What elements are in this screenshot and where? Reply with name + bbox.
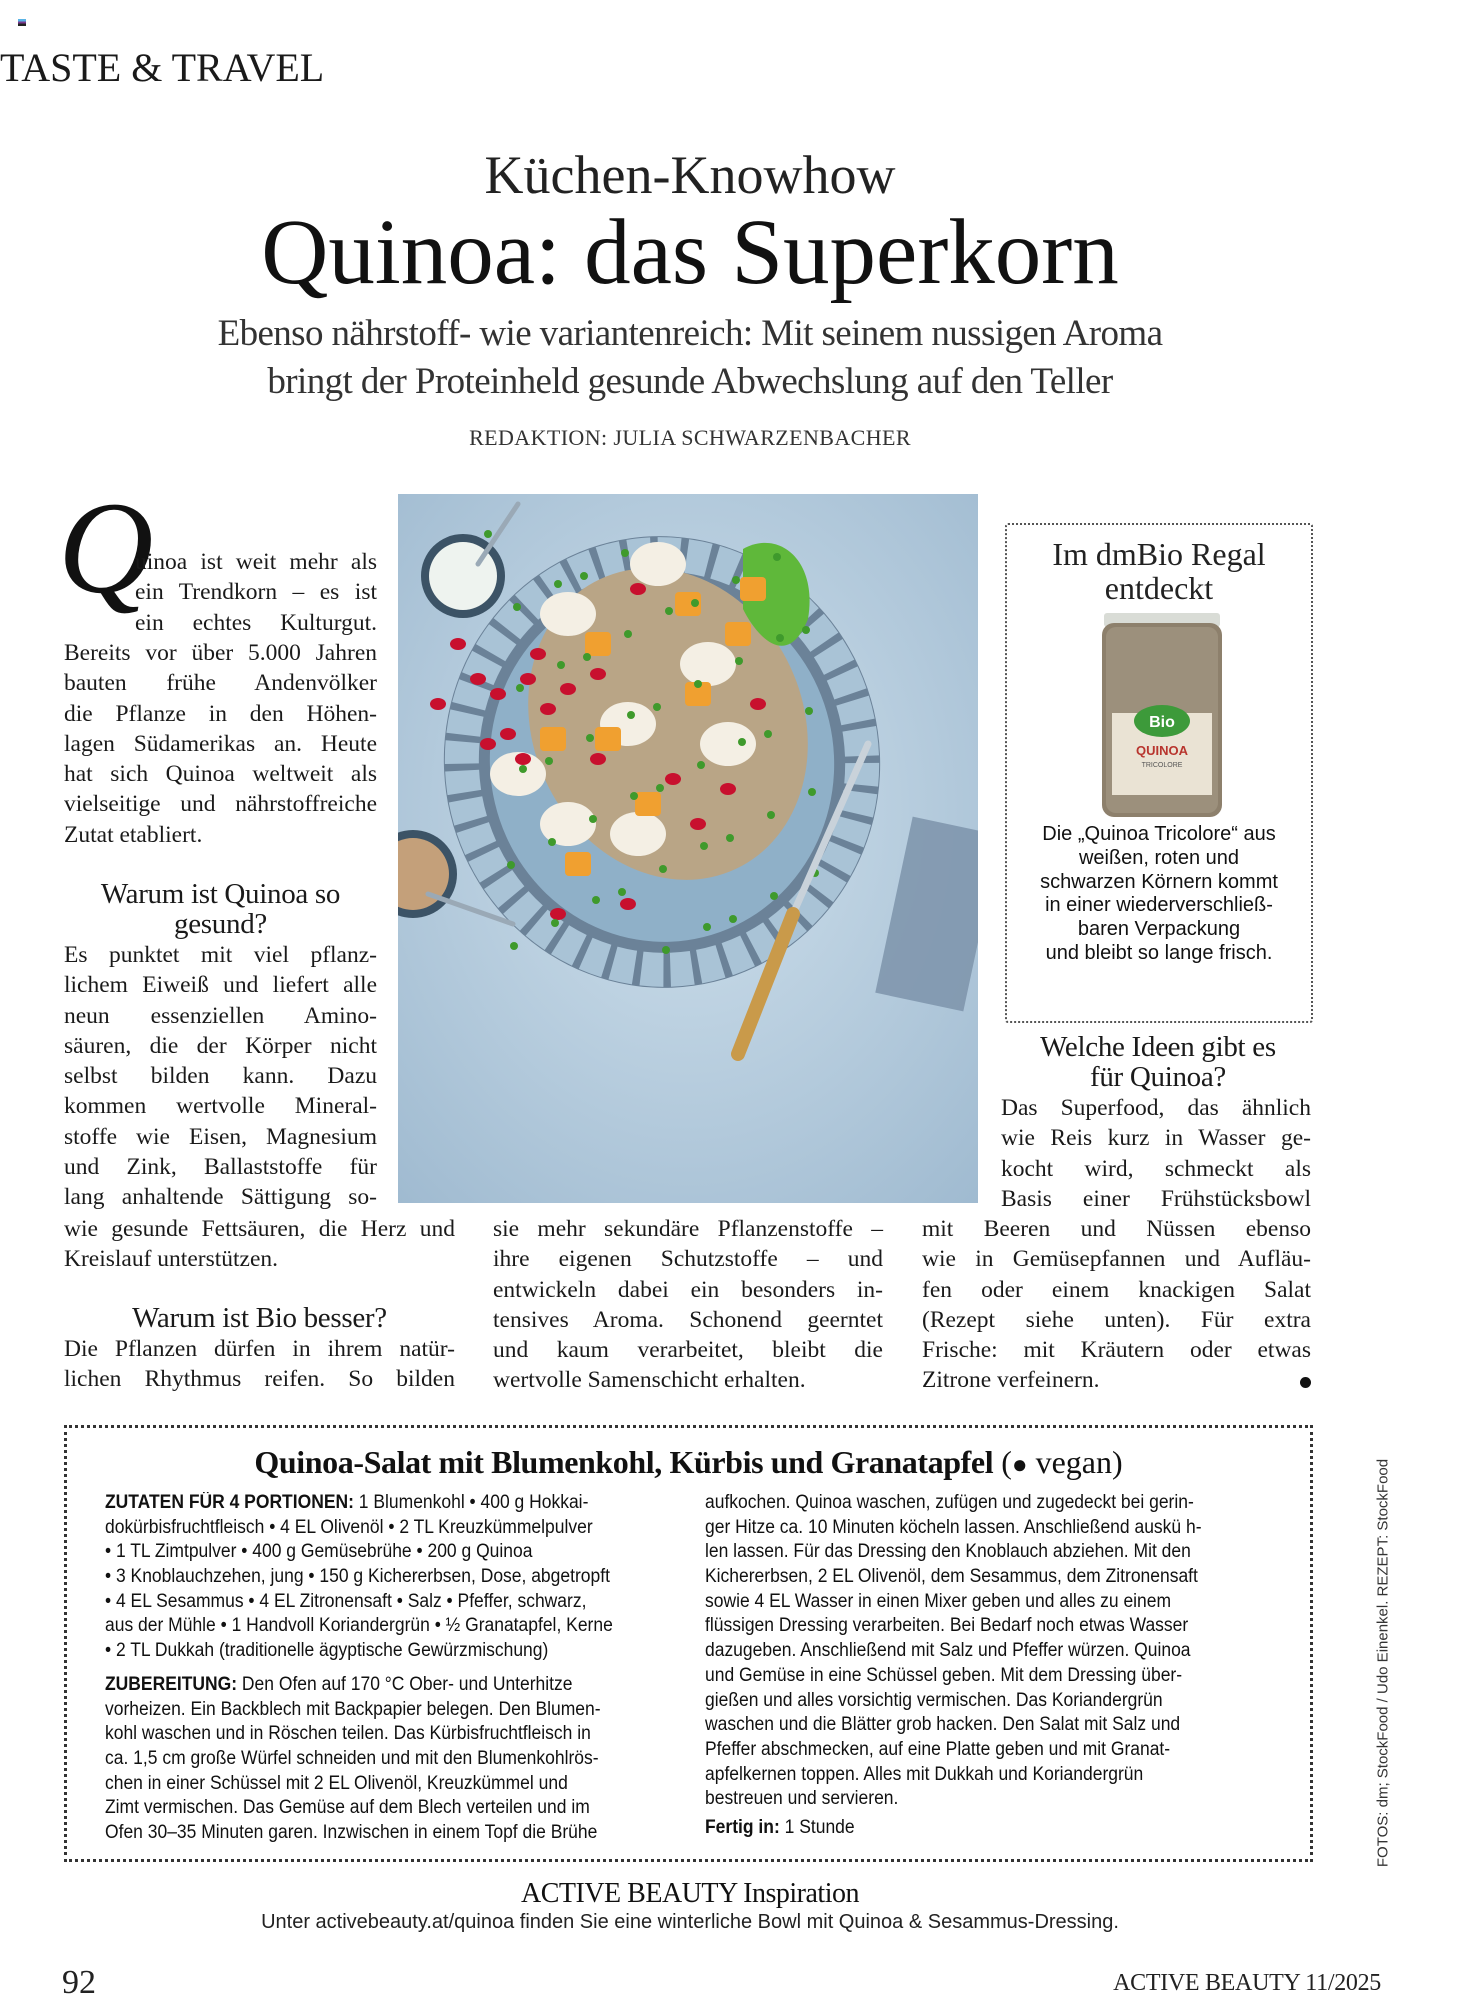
herb-leaf	[729, 915, 737, 923]
quinoa-package-image	[1100, 613, 1224, 819]
ingredients-line: dokürbisfruchtfleisch • 4 EL Olivenöl • 2 TL Kreuzkümmelpulver	[105, 1516, 593, 1538]
text-line: ein Trendkorn – es ist	[135, 579, 377, 606]
cauliflower	[630, 542, 686, 586]
preparation-line: Zimt vermischen. Das Gemüse auf dem Blech verteilen und im	[105, 1797, 590, 1819]
herb-leaf	[805, 707, 813, 715]
ready-time	[705, 1816, 1202, 1841]
text-line: mit Beeren und Nüssen ebenso	[922, 1216, 1311, 1242]
herb-leaf	[700, 842, 708, 850]
herb-leaf	[592, 896, 600, 904]
herb-leaf	[662, 946, 670, 954]
intro-indented	[135, 547, 377, 638]
ingredients	[105, 1491, 657, 1664]
heading-line: Welche Ideen gibt es	[1040, 1031, 1276, 1063]
herb-leaf	[554, 580, 562, 588]
pomegranate-seed	[450, 638, 466, 650]
herb-leaf	[589, 815, 597, 823]
text-line: ihre eigenen Schutzstoffe – und	[493, 1246, 883, 1273]
pumpkin-cube	[725, 622, 751, 646]
pomegranate-seed	[690, 818, 706, 830]
text-line: entwickeln dabei ein besonders in-	[493, 1276, 883, 1303]
recipe-title-text: Quinoa-Salat mit Blumenkohl, Kürbis und Granatapfel	[254, 1444, 994, 1480]
heading-bio: Warum ist Bio besser?	[132, 1302, 387, 1334]
cauliflower	[680, 642, 736, 686]
preparation-line: Ofen 30–35 Minuten garen. Inzwischen in einem Topf die Brühe	[105, 1822, 598, 1844]
pomegranate-seed	[590, 753, 606, 765]
preparation-right	[705, 1491, 1245, 1841]
pomegranate-seed	[620, 898, 636, 910]
pomegranate-seed	[665, 773, 681, 785]
herb-leaf	[656, 784, 664, 792]
info-caption-line: Die „Quinoa Tricolore“ aus	[1042, 823, 1276, 845]
text-line: kocht wird, schmeckt als	[1001, 1155, 1311, 1182]
ideen-paragraph-wide	[922, 1214, 1311, 1396]
cauliflower	[540, 592, 596, 636]
text-line: tensives Aroma. Schonend geerntet	[493, 1306, 883, 1333]
ready-value: 1 Stunde	[779, 1816, 855, 1838]
herb-leaf	[519, 765, 527, 773]
text-line: hat sich Quinoa weltweit als	[64, 761, 377, 788]
preparation-line: ger Hitze ca. 10 Minuten köcheln lassen. Anschließend auskü h-	[705, 1516, 1202, 1538]
text-line: Das Superfood, das ähnlich	[1001, 1095, 1311, 1121]
herb-leaf	[621, 549, 629, 557]
gesund-paragraph	[64, 940, 377, 1213]
bio-paragraph	[64, 1334, 455, 1395]
herb-leaf	[484, 530, 492, 538]
text-line: lichen Rhythmus reifen. So bilden	[64, 1366, 455, 1393]
gesund-paragraph-wide	[64, 1214, 455, 1275]
pumpkin-cube	[585, 632, 611, 656]
pomegranate-seed	[520, 673, 536, 685]
product-info-box	[1005, 523, 1313, 1023]
text-line: ein echtes Kulturgut.	[135, 609, 377, 636]
text-line: kommen wertvolle Mineral-	[64, 1093, 377, 1120]
herb-leaf	[516, 684, 524, 692]
herb-leaf	[767, 811, 775, 819]
text-line: fen oder einem knackigen Salat	[922, 1276, 1311, 1303]
herb-leaf	[770, 892, 778, 900]
end-mark-icon	[1300, 1377, 1311, 1388]
herb-leaf	[773, 553, 781, 561]
text-line: Es punktet mit viel pflanz-	[64, 942, 377, 968]
text-line: (Rezept siehe unten). Für extra	[922, 1306, 1311, 1333]
subtitle-line: Ebenso nährstoff- wie variantenreich: Mit seinem nussigen Aroma	[217, 313, 1163, 354]
pomegranate-seed	[500, 728, 516, 740]
herb-leaf	[703, 923, 711, 931]
herb-leaf	[764, 730, 772, 738]
preparation-line: bestreuen und servieren.	[705, 1788, 899, 1810]
herb-leaf	[726, 834, 734, 842]
inspiration-title: ACTIVE BEAUTY Inspiration	[521, 1878, 859, 1909]
preparation-line: aufkochen. Quinoa waschen, zufügen und zugedeckt bei gerin-	[705, 1492, 1194, 1513]
preparation-line: und Gemüse in eine Schüssel geben. Mit dem Dressing über-	[705, 1664, 1183, 1686]
pumpkin-cube	[740, 577, 766, 601]
herb-leaf	[732, 576, 740, 584]
cauliflower	[610, 812, 666, 856]
pomegranate-seed	[470, 673, 486, 685]
text-line: und kaum verarbeitet, bleibt die	[493, 1337, 883, 1364]
vegan-label: vegan)	[1035, 1444, 1123, 1480]
herb-leaf	[627, 711, 635, 719]
herb-leaf	[808, 788, 816, 796]
ingredients-line: • 1 TL Zimtpulver • 400 g Gemüsebrühe • 200 g Quinoa	[105, 1541, 533, 1563]
intro-paragraph	[64, 638, 377, 850]
drop-cap: Q	[58, 474, 154, 621]
herb-leaf	[691, 599, 699, 607]
info-caption-line: weißen, roten und	[1078, 846, 1240, 869]
ingredients-line: • 3 Knoblauchzehen, jung • 150 g Kichererbsen, Dose, abgetropft	[105, 1566, 610, 1588]
herb-leaf	[586, 734, 594, 742]
pomegranate-seed	[480, 738, 496, 750]
apple-icon: ●	[1011, 1450, 1028, 1479]
ingredients-line: • 2 TL Dukkah (traditionelle ägyptische Gewürzmischung)	[105, 1640, 549, 1662]
text-line: Kreislauf unterstützen.	[64, 1246, 279, 1273]
heading-line: für Quinoa?	[1089, 1061, 1226, 1093]
pomegranate-seed	[515, 753, 531, 765]
herb-leaf	[694, 680, 702, 688]
vegan-open: (	[1001, 1444, 1012, 1480]
preparation-line: apfelkernen toppen. Alles mit Dukkah und Koriandergrün	[705, 1763, 1144, 1785]
preparation-line: vorheizen. Ein Backblech mit Backpapier belegen. Den Blumen-	[105, 1698, 601, 1720]
pomegranate-seed	[590, 668, 606, 680]
preparation-line: len lassen. Für das Dressing den Knoblauch abziehen. Mit den	[705, 1541, 1191, 1563]
preparation-line: Pfeffer abschmecken, auf eine Platte geben und mit Granat-	[705, 1738, 1171, 1760]
info-caption-line: schwarzen Körnern kommt	[1040, 870, 1278, 893]
text-line: stoffe wie Eisen, Magnesium	[64, 1123, 377, 1150]
herb-leaf	[618, 888, 626, 896]
kicker: Küchen-Knowhow	[484, 145, 896, 205]
heading-gesund	[64, 879, 377, 939]
text-line: die Pflanze in den Höhen-	[64, 700, 377, 727]
herb-leaf	[697, 761, 705, 769]
preparation-line: Kichererbsen, 2 EL Olivenöl, dem Sesammus, dem Zitronensaft	[705, 1566, 1198, 1588]
text-line: Zitrone verfeinern.	[922, 1367, 1100, 1394]
herb-leaf	[735, 657, 743, 665]
text-line: wertvolle Samenschicht erhalten.	[493, 1367, 806, 1394]
section-label: TASTE & TRAVEL	[0, 45, 325, 90]
preparation-line: sowie 4 EL Wasser in einen Mixer geben und alles zu einem	[705, 1590, 1172, 1612]
cauliflower	[700, 722, 756, 766]
pumpkin-cube	[595, 727, 621, 751]
preparation-line: gießen und alles vorsichtig vermischen. Das Koriandergrün	[705, 1689, 1163, 1711]
ingredients-line	[105, 1491, 613, 1516]
svg-text:TRICOLORE: TRICOLORE	[1141, 762, 1183, 769]
text-line: Frische: mit Kräutern oder etwas	[922, 1337, 1311, 1364]
pomegranate-seed	[630, 583, 646, 595]
issue-label: ACTIVE BEAUTY 11/2025	[1113, 1970, 1381, 1996]
herb-leaf	[583, 653, 591, 661]
preparation-line: waschen und die Blätter grob hacken. Den Salat mit Salz und	[705, 1714, 1181, 1736]
ingredients-line: aus der Mühle • 1 Handvoll Koriandergrün • ½ Granatapfel, Kerne	[105, 1615, 613, 1637]
info-caption-line: und bleibt so lange frisch.	[1045, 942, 1273, 964]
pomegranate-seed	[490, 688, 506, 700]
text-line: lichem Eiweiß und liefert alle	[64, 972, 377, 999]
quinoa-salad-photo	[398, 494, 978, 1203]
text-line: säuren, die der Körper nicht	[64, 1032, 377, 1059]
herb-leaf	[507, 861, 515, 869]
text-line: bauten frühe Andenvölker	[64, 670, 377, 697]
herb-leaf	[802, 626, 810, 634]
text-line: wie in Gemüsepfannen und Aufläu-	[922, 1246, 1311, 1273]
page-number: 92	[62, 1964, 96, 2001]
pomegranate-seed	[430, 698, 446, 710]
info-caption-line: baren Verpackung	[1077, 918, 1241, 941]
ready-label: Fertig in:	[705, 1816, 780, 1838]
herb-leaf	[624, 630, 632, 638]
text-line: lang anhaltende Sättigung so-	[64, 1184, 377, 1211]
bio-paragraph-continued	[493, 1214, 883, 1396]
heading-line: Warum ist Quinoa so	[100, 878, 341, 910]
text-line: uinoa ist weit mehr als	[135, 549, 377, 575]
pomegranate-seed	[530, 648, 546, 660]
pumpkin-cube	[540, 727, 566, 751]
photo-credits: FOTOS: dm; StockFood / Udo Einenkel. REZEPT: StockFood	[1374, 1458, 1392, 1868]
text-line: selbst bilden kann. Dazu	[64, 1063, 377, 1090]
herb-leaf	[580, 572, 588, 580]
svg-text:Bio: Bio	[1149, 714, 1175, 731]
herb-leaf	[659, 865, 667, 873]
text-line: neun essenziellen Amino-	[64, 1002, 377, 1029]
text-line: sie mehr sekundäre Pflanzenstoffe –	[493, 1216, 883, 1242]
text-line: Zutat etabliert.	[64, 821, 203, 848]
text-line: Bereits vor über 5.000 Jahren	[64, 640, 377, 666]
pomegranate-seed	[560, 683, 576, 695]
pomegranate-seed	[540, 703, 556, 715]
herb-leaf	[551, 919, 559, 927]
color-marker-icon	[18, 19, 26, 26]
ingredients-label: ZUTATEN FÜR 4 PORTIONEN:	[105, 1492, 354, 1513]
herb-leaf	[513, 603, 521, 611]
cauliflower	[540, 802, 596, 846]
info-box-title: entdeckt	[1104, 570, 1214, 606]
heading-ideen	[1005, 1032, 1311, 1092]
text-line: wie gesunde Fettsäuren, die Herz und	[64, 1216, 455, 1242]
herb-leaf	[548, 838, 556, 846]
info-box-title: Im dmBio Regal	[1052, 536, 1266, 572]
preparation-line: kohl waschen und in Röschen teilen. Das Kürbisfruchtfleisch in	[105, 1723, 591, 1745]
herb-leaf	[545, 757, 553, 765]
text-line: und Zink, Ballaststoffe für	[64, 1154, 377, 1181]
preparation-line: flüssigen Dressing verarbeiten. Bei Bedarf noch etwas Wasser	[705, 1615, 1189, 1637]
text-line: Basis einer Frühstücksbowl	[1001, 1185, 1311, 1212]
text-line: lagen Südamerikas an. Heute	[64, 730, 377, 757]
preparation-label: ZUBEREITUNG:	[105, 1674, 238, 1695]
herb-leaf	[653, 703, 661, 711]
ingredients-line: • 4 EL Sesammus • 4 EL Zitronensaft • Salz • Pfeffer, schwarz,	[105, 1590, 587, 1612]
svg-text:QUINOA: QUINOA	[1136, 743, 1188, 758]
text-line: Die Pflanzen dürfen in ihrem natür-	[64, 1336, 455, 1362]
ideen-paragraph	[1001, 1093, 1311, 1214]
ingredients-text: 1 Blumenkohl • 400 g Hokkai-	[353, 1492, 589, 1513]
herb-leaf	[776, 634, 784, 642]
pumpkin-cube	[565, 852, 591, 876]
herb-leaf	[557, 661, 565, 669]
inspiration-link-text[interactable]: Unter activebeauty.at/quinoa finden Sie eine winterliche Bowl mit Quinoa & Sesammus-Dressing.	[261, 1911, 1119, 1933]
heading-line: gesund?	[174, 908, 267, 940]
pomegranate-seed	[550, 908, 566, 920]
preparation-line: dazugeben. Anschließend mit Salz und Pfeffer würzen. Quinoa	[705, 1640, 1191, 1662]
subtitle-line: bringt der Proteinheld gesunde Abwechslung auf den Teller	[267, 361, 1113, 402]
preparation-left	[105, 1673, 644, 1846]
text-line: vielseitige und nährstoffreiche	[64, 791, 377, 818]
herb-leaf	[738, 738, 746, 746]
page-title: Quinoa: das Superkorn	[261, 201, 1119, 304]
pumpkin-cube	[635, 792, 661, 816]
herb-leaf	[665, 607, 673, 615]
text-line: wie Reis kurz in Wasser ge-	[1001, 1125, 1311, 1152]
preparation-line: ca. 1,5 cm große Würfel schneiden und mit den Blumenkohlrös-	[105, 1748, 599, 1770]
pomegranate-seed	[720, 783, 736, 795]
preparation-line: chen in einer Schüssel mit 2 EL Olivenöl, Kreuzkümmel und	[105, 1772, 568, 1794]
recipe-title	[64, 1444, 1313, 1481]
preparation-text: Den Ofen auf 170 °C Ober- und Unterhitze	[237, 1674, 573, 1695]
pomegranate-seed	[750, 698, 766, 710]
herb-leaf	[510, 942, 518, 950]
byline: REDAKTION: JULIA SCHWARZENBACHER	[469, 425, 911, 450]
herb-leaf	[630, 792, 638, 800]
info-caption-line: in einer wiederverschließ-	[1045, 894, 1273, 917]
preparation-line	[105, 1673, 601, 1698]
